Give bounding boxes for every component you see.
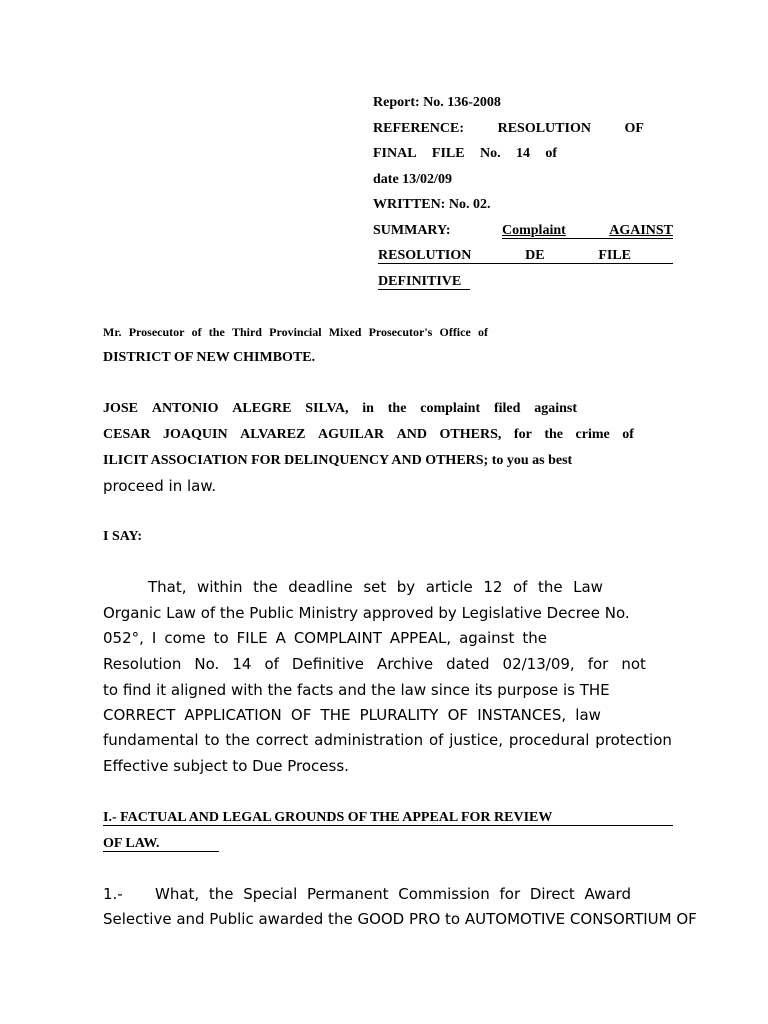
- word: ALEGRE: [232, 401, 292, 416]
- word: ALVAREZ: [240, 427, 306, 442]
- word: correct: [255, 731, 309, 749]
- summary-underline-3: [378, 289, 470, 290]
- summary-text-line2: [378, 249, 631, 263]
- paragraph-line4: [103, 657, 646, 672]
- word: RESOLUTION: [497, 121, 591, 136]
- word: law: [575, 706, 601, 724]
- addressee-line1: [103, 326, 488, 338]
- word: of: [512, 578, 528, 596]
- word: justice,: [449, 731, 504, 749]
- word: FILE: [431, 146, 465, 161]
- word: Office: [439, 325, 471, 339]
- word: procedural: [508, 731, 590, 749]
- word: complaint: [420, 401, 481, 416]
- paragraph-line3: [103, 631, 547, 646]
- summary-underline-2: [378, 263, 673, 264]
- word: by: [396, 578, 416, 596]
- report-number: Report: No. 136-2008: [373, 95, 501, 110]
- word: Special: [243, 885, 298, 903]
- word: AGAINST: [609, 223, 673, 238]
- word: OTHERS,: [439, 427, 502, 442]
- word: FILE: [598, 248, 631, 263]
- summary-label: SUMMARY:: [373, 223, 451, 238]
- word: in: [362, 401, 374, 416]
- word: Third: [231, 325, 262, 339]
- word: THE: [320, 706, 351, 724]
- paragraph-line6: [103, 708, 601, 723]
- word: AND: [396, 427, 427, 442]
- summary-text-line1: [502, 224, 673, 238]
- word: ANTONIO: [151, 401, 219, 416]
- word: dated: [446, 655, 490, 673]
- word: filed: [493, 401, 521, 416]
- final-file-line: [373, 147, 557, 161]
- word: administration: [314, 731, 424, 749]
- word: No.: [194, 655, 220, 673]
- word: to: [213, 629, 229, 647]
- word: CORRECT: [103, 706, 176, 724]
- word: the: [537, 578, 563, 596]
- resolution-date: date 13/02/09: [373, 172, 452, 187]
- word: Mr.: [103, 325, 122, 339]
- word: What,: [155, 885, 200, 903]
- section-heading-underline-1: [103, 825, 673, 826]
- paragraph-line2: Organic Law of the Public Ministry approved by Legislative Decree No.: [103, 604, 630, 622]
- word: the: [387, 401, 407, 416]
- word: That,: [148, 578, 187, 596]
- word: deadline: [288, 578, 353, 596]
- section-heading-underline-2: [103, 851, 219, 852]
- word: OF: [290, 706, 312, 724]
- word: within: [197, 578, 243, 596]
- word: FINAL: [373, 146, 417, 161]
- paragraph-line7: [103, 733, 672, 748]
- word: of: [428, 731, 444, 749]
- word: Commission: [398, 885, 490, 903]
- point1-number: 1.-: [103, 885, 123, 903]
- word: for: [499, 885, 521, 903]
- word: APPLICATION: [184, 706, 282, 724]
- intro-line4: proceed in law.: [103, 477, 216, 495]
- word: of: [545, 146, 557, 161]
- summary-underline-1: [502, 238, 673, 239]
- written-number: WRITTEN: No. 02.: [373, 197, 491, 212]
- word: against: [534, 401, 577, 416]
- word: for: [513, 427, 532, 442]
- word: Law: [573, 578, 603, 596]
- word: of: [622, 427, 634, 442]
- paragraph-line5: to find it aligned with the facts and the law since its purpose is THE: [103, 681, 610, 699]
- word: 052°,: [103, 629, 144, 647]
- word: Provincial: [269, 325, 322, 339]
- word: the: [208, 885, 234, 903]
- word: the: [544, 427, 564, 442]
- i-say-heading: I SAY:: [103, 529, 143, 544]
- word: Permanent: [306, 885, 389, 903]
- word: Award: [584, 885, 631, 903]
- word: Complaint: [502, 223, 566, 238]
- word: OF: [624, 121, 644, 136]
- word: 12: [483, 578, 503, 596]
- word: CESAR: [103, 427, 151, 442]
- word: Direct: [529, 885, 575, 903]
- word: PLURALITY: [359, 706, 439, 724]
- section-heading-line2: OF LAW.: [103, 836, 160, 851]
- word: Prosecutor's: [368, 325, 433, 339]
- paragraph-line8: Effective subject to Due Process.: [103, 757, 349, 775]
- word: Resolution: [103, 655, 182, 673]
- word: No.: [479, 146, 501, 161]
- addressee-district: DISTRICT OF NEW CHIMBOTE.: [103, 350, 316, 365]
- point1-line2: Selective and Public awarded the GOOD PRO to AUTOMOTIVE CONSORTIUM OF: [103, 910, 697, 928]
- word: Prosecutor: [128, 325, 185, 339]
- word: of: [191, 325, 202, 339]
- word: to: [204, 731, 220, 749]
- word: protection: [595, 731, 672, 749]
- word: article: [425, 578, 473, 596]
- word: of: [477, 325, 488, 339]
- word: OF: [447, 706, 469, 724]
- intro-line2: [103, 428, 634, 442]
- word: 14: [515, 146, 530, 161]
- word: come: [164, 629, 206, 647]
- word: SILVA,: [305, 401, 349, 416]
- word: FILE: [236, 629, 268, 647]
- word: Definitive: [291, 655, 364, 673]
- reference-line: [373, 122, 644, 136]
- summary-text-line3: DEFINITIVE: [378, 274, 462, 289]
- word: for: [587, 655, 609, 673]
- word: REFERENCE:: [373, 121, 465, 136]
- word: fundamental: [103, 731, 199, 749]
- word: COMPLAINT: [293, 629, 382, 647]
- word: I: [151, 629, 157, 647]
- word: against: [459, 629, 515, 647]
- word: set: [363, 578, 387, 596]
- point1-line1: [155, 887, 631, 902]
- word: the: [208, 325, 225, 339]
- word: crime: [575, 427, 610, 442]
- word: JOSE: [103, 401, 139, 416]
- word: of: [264, 655, 279, 673]
- word: not: [621, 655, 646, 673]
- word: INSTANCES,: [477, 706, 567, 724]
- intro-line3: ILICIT ASSOCIATION FOR DELINQUENCY AND OTHERS; to you as best: [103, 453, 573, 468]
- word: Mixed: [328, 325, 362, 339]
- word: the: [225, 731, 250, 749]
- section-heading-line1: I.- FACTUAL AND LEGAL GROUNDS OF THE APPEAL FOR REVIEW: [103, 810, 553, 825]
- paragraph-line1: [148, 580, 603, 595]
- intro-line1: [103, 402, 577, 416]
- word: DE: [525, 248, 545, 263]
- word: A: [275, 629, 286, 647]
- word: Archive: [377, 655, 434, 673]
- word: APPEAL,: [389, 629, 452, 647]
- word: 14: [232, 655, 252, 673]
- word: RESOLUTION: [378, 248, 472, 263]
- word: 02/13/09,: [502, 655, 575, 673]
- word: JOAQUIN: [163, 427, 228, 442]
- word: the: [522, 629, 547, 647]
- word: the: [253, 578, 278, 596]
- word: AGUILAR: [318, 427, 385, 442]
